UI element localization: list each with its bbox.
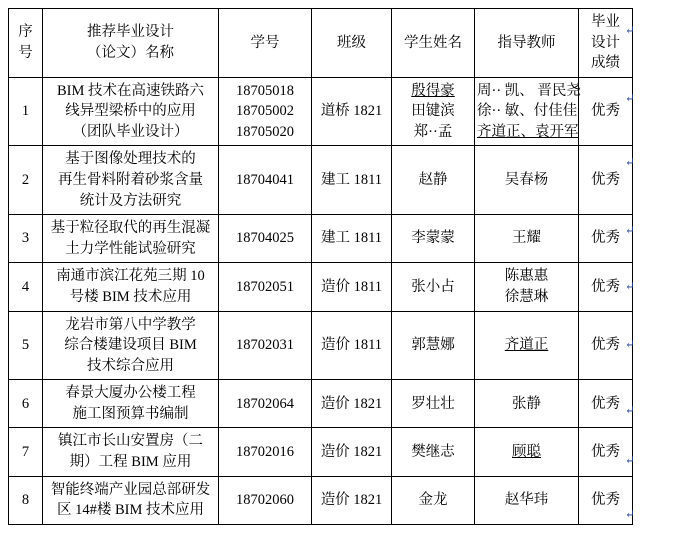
title-line: 综合楼建设项目 BIM: [64, 337, 197, 354]
graduation-projects-table: [8, 8, 636, 525]
class-value: 道桥 1821: [320, 103, 383, 120]
table-row: [9, 215, 633, 263]
grade-value: 优秀: [591, 230, 620, 247]
row-seq-value: 6: [21, 395, 30, 412]
cell-title: [43, 77, 219, 146]
header-cell-advisor: [475, 9, 579, 78]
advisor-value: 齐道正: [504, 337, 549, 354]
header-cell-title: [43, 9, 219, 78]
table-row: [9, 263, 633, 311]
grade-value: 优秀: [591, 395, 620, 412]
header-cell-class: [312, 9, 392, 78]
cell-student-name: [392, 380, 475, 428]
student-id-value: 18702064: [236, 395, 294, 412]
title-line: （团队毕业设计）: [72, 123, 189, 140]
cell-seq: [9, 263, 43, 311]
cell-grade: [579, 215, 636, 263]
row-seq-value: 3: [21, 230, 30, 247]
paragraph-mark: ↵: [625, 507, 636, 521]
title-line: 基于图像处理技术的: [65, 151, 196, 168]
cell-title: [43, 311, 219, 380]
header-title-line-2: （论文）名称: [87, 44, 174, 61]
student-id-value: 18702031: [236, 337, 294, 354]
advisor-value: 周·· 凯、 晋民尧: [477, 82, 581, 99]
cell-advisor: [475, 428, 579, 476]
header-advisor-label: 指导教师: [497, 34, 556, 51]
cell-advisor: [475, 263, 579, 311]
advisor-value: 赵华玮: [504, 491, 549, 508]
title-line: 线异型梁桥中的应用: [65, 103, 196, 120]
student-name-value: 张小占: [411, 278, 455, 295]
header-seq-line-1: 序: [18, 24, 33, 41]
cell-advisor: [475, 146, 579, 215]
title-line: 统计及方法研究: [79, 192, 182, 209]
row-seq-value: 1: [21, 103, 30, 120]
cell-student-name: [392, 311, 475, 380]
cell-advisor: [475, 77, 579, 146]
cell-class: [312, 215, 392, 263]
header-class-label: 班级: [337, 34, 366, 51]
advisor-value: 张静: [512, 395, 541, 412]
header-cell-student-name: [392, 9, 475, 78]
cell-seq: [9, 380, 43, 428]
advisor-value: 陈惠惠: [504, 268, 549, 285]
class-value: 造价 1811: [320, 278, 383, 295]
advisor-value: 王耀: [512, 230, 541, 247]
paragraph-mark: ↵: [625, 223, 636, 237]
grade-value: 优秀: [591, 491, 620, 508]
header-grade-line-1: 毕业: [591, 14, 620, 30]
student-id-value: 18705018: [236, 82, 294, 99]
header-student-id-label: 学号: [250, 34, 280, 51]
header-grade-line-3: 成绩: [591, 55, 620, 72]
cell-seq: [9, 146, 43, 215]
advisor-value: 齐道正、袁开军: [477, 123, 579, 140]
grade-value: 优秀: [591, 443, 620, 460]
table-header: [9, 9, 636, 78]
student-name-value: 金龙: [418, 491, 448, 508]
cell-student-id: [219, 311, 312, 380]
table-row: [9, 146, 633, 215]
cell-student-id: [219, 77, 312, 146]
cell-advisor: [475, 215, 579, 263]
header-title-line-1: 推荐毕业设计: [87, 24, 174, 41]
table-body: [9, 77, 636, 524]
student-name-value: 樊继志: [411, 443, 455, 460]
cell-student-id: [219, 215, 312, 263]
title-line: BIM 技术在高速铁路六: [56, 82, 205, 99]
title-line: 期）工程 BIM 应用: [69, 453, 192, 470]
cell-class: [312, 311, 392, 380]
advisor-value: 顾聪: [512, 443, 541, 460]
row-seq-value: 2: [21, 172, 30, 189]
cell-grade: [579, 428, 636, 476]
class-value: 造价 1811: [320, 337, 383, 354]
cell-title: [43, 380, 219, 428]
student-name-value: 李蒙蒙: [411, 230, 455, 247]
cell-student-id: [219, 263, 312, 311]
header-cell-student-id: [219, 9, 312, 78]
paragraph-mark: ↵: [625, 403, 636, 417]
title-line: 基于粒径取代的再生混凝: [50, 220, 211, 237]
cell-student-id: [219, 428, 312, 476]
class-value: 造价 1821: [320, 491, 383, 508]
title-line: 龙岩市第八中学教学: [65, 316, 196, 333]
cell-seq: [9, 428, 43, 476]
title-line: 智能终端产业园总部研发: [50, 481, 211, 498]
student-id-value: 18704041: [236, 172, 294, 189]
header-cell-seq: [9, 9, 43, 78]
cell-student-name: [392, 263, 475, 311]
cell-student-name: [392, 77, 475, 146]
cell-student-name: [392, 428, 475, 476]
paragraph-mark: ↵: [625, 91, 636, 105]
paragraph-mark: ↵: [625, 155, 636, 169]
advisor-value: 徐慧琳: [504, 288, 549, 305]
cell-student-name: [392, 476, 475, 524]
class-value: 建工 1811: [320, 230, 383, 247]
class-value: 造价 1821: [320, 443, 383, 460]
student-name-value: 殷得豪: [411, 82, 455, 99]
title-line: 施工图预算书编制: [72, 405, 189, 422]
cell-class: [312, 77, 392, 146]
header-grade-line-2: 设计: [591, 34, 620, 51]
advisor-value: 吴春杨: [504, 172, 549, 189]
header-seq-line-2: 号: [18, 44, 33, 61]
cell-class: [312, 146, 392, 215]
cell-student-name: [392, 146, 475, 215]
cell-class: [312, 476, 392, 524]
student-id-value: 18705020: [236, 123, 294, 140]
header-cell-grade: [579, 9, 636, 78]
grade-value: 优秀: [591, 278, 620, 295]
table-row: [9, 311, 633, 380]
cell-class: [312, 428, 392, 476]
student-id-value: 18702051: [236, 278, 294, 295]
table-row: [9, 77, 633, 146]
table-header-row: [9, 9, 633, 78]
grade-value: 优秀: [591, 103, 620, 120]
paragraph-mark: ↵: [625, 279, 636, 293]
document-page: [0, 8, 673, 552]
title-line: 镇江市长山安置房（二: [58, 433, 203, 450]
cell-title: [43, 146, 219, 215]
student-name-value: 罗壮壮: [411, 395, 455, 412]
cell-advisor: [475, 476, 579, 524]
cell-title: [43, 263, 219, 311]
cell-student-id: [219, 476, 312, 524]
paragraph-mark: ↵: [625, 23, 636, 37]
paragraph-mark: ↵: [625, 337, 636, 351]
title-line: 技术综合应用: [87, 357, 174, 374]
title-line: 再生骨料附着砂浆含量: [58, 172, 203, 189]
student-name-value: 郑··孟: [413, 123, 453, 140]
row-seq-value: 7: [21, 443, 30, 460]
class-value: 建工 1811: [320, 172, 383, 189]
grade-value: 优秀: [591, 337, 620, 354]
cell-student-id: [219, 146, 312, 215]
table-row: [9, 380, 633, 428]
title-line: 南通市滨江花苑三期 10: [56, 268, 205, 285]
advisor-value: 徐·· 敏、付佳佳: [477, 103, 578, 120]
paragraph-mark: ↵: [625, 453, 636, 467]
table-row: [9, 428, 633, 476]
student-name-value: 赵静: [418, 172, 448, 189]
cell-class: [312, 263, 392, 311]
cell-class: [312, 380, 392, 428]
student-id-value: 18704025: [236, 230, 294, 247]
cell-title: [43, 476, 219, 524]
title-line: 土力学性能试验研究: [65, 240, 196, 257]
table-row: [9, 476, 633, 524]
cell-advisor: [475, 380, 579, 428]
header-student-name-label: 学生姓名: [404, 34, 462, 51]
title-line: 春景大厦办公楼工程: [65, 385, 196, 402]
student-id-value: 18705002: [236, 103, 294, 120]
row-seq-value: 5: [21, 337, 30, 354]
student-id-value: 18702060: [236, 491, 294, 508]
cell-seq: [9, 311, 43, 380]
cell-title: [43, 215, 219, 263]
class-value: 造价 1821: [320, 395, 383, 412]
title-line: 区 14#楼 BIM 技术应用: [56, 502, 205, 519]
cell-title: [43, 428, 219, 476]
cell-seq: [9, 215, 43, 263]
cell-student-id: [219, 380, 312, 428]
cell-seq: [9, 77, 43, 146]
grade-value: 优秀: [591, 172, 620, 189]
cell-seq: [9, 476, 43, 524]
row-seq-value: 8: [21, 491, 30, 508]
cell-grade: [579, 77, 636, 146]
cell-advisor: [475, 311, 579, 380]
student-name-value: 郭慧娜: [411, 337, 455, 354]
title-line: 号楼 BIM 技术应用: [69, 288, 192, 305]
cell-student-name: [392, 215, 475, 263]
student-id-value: 18702016: [236, 443, 294, 460]
row-seq-value: 4: [21, 278, 30, 295]
student-name-value: 田键滨: [411, 103, 455, 120]
